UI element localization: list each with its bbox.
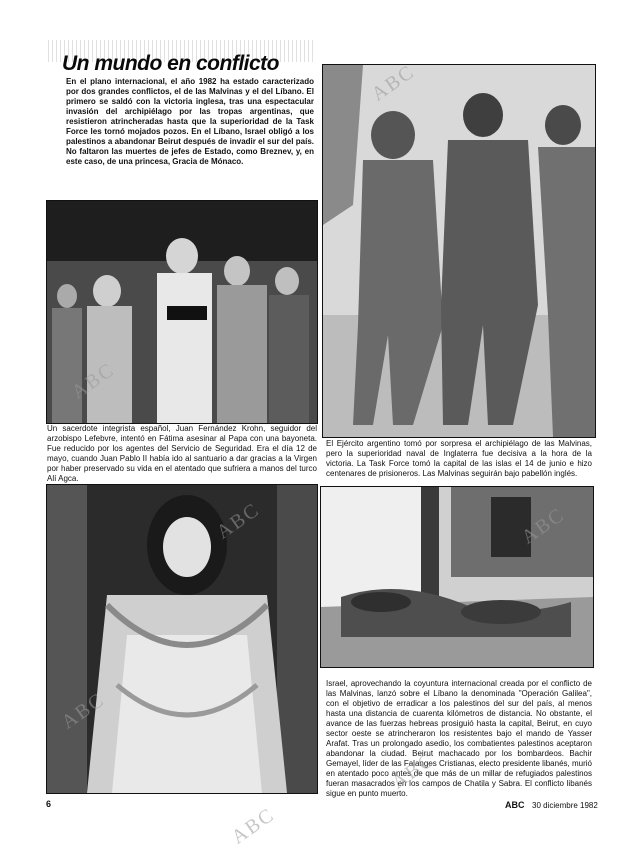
watermark: ABC bbox=[367, 60, 419, 106]
publication-date: 30 diciembre 1982 bbox=[532, 801, 598, 810]
intro-paragraph: En el plano internacional, el año 1982 ha estado caracterizado por dos grandes conflictos, el de las Malvinas y el del Líbano. El primero se saldó con la victoria inglesa, tras una espectacular invasión del archipiélago por las tropas argentinas, que resistieron atrincheradas hasta que la superioridad de la Task Force les tornó mojados pozos. En el Líbano, Israel obligó a los palestinos a abandonar Beirut después de invadir el sur del país. No faltaron las muertes de jefes de Estado, como Breznev, y, en este caso, de una princesa, Gracia de Mónaco. bbox=[66, 77, 314, 166]
watermark: ABC bbox=[212, 498, 264, 544]
photo-malvinas-soldiers bbox=[322, 64, 596, 438]
caption-lebanon: Israel, aprovechando la coyuntura internacional creada por el conflicto de las Malvinas, lanzó sobre el Líbano la denominada "Operación Galilea", con el objetivo de erradicar a los palestinos del sur del país, al menos hasta una distancia de cuarenta kilómetros de distancia. No obstante, el avance de las fuerzas hebreas prosiguió hasta la capital, Beirut, en cuyo sector oeste se atrincheraron los resistentes bajo el mando de Yasser Arafat. Tras un prolongado asedio, los combatientes palestinos aceptaron abandonar la ciudad. Beirut machacado por los bombardeos. Bachir Gemayel, líder de las Falanges Cristianas, electo presidente libanés, murió en atentado poco antes de que más de un millar de refugiados palestinos fueran masacrados en los campos de Chatila y Sabra. El conflicto libanés sigue en punto muerto. bbox=[326, 679, 592, 798]
page-number: 6 bbox=[46, 799, 52, 809]
caption-malvinas: El Ejército argentino tomó por sorpresa el archipiélago de las Malvinas, pero la superioridad naval de Inglaterra fue decisiva a la hora de la victoria. La Task Force tomó la capital de las islas el 14 de junio e hizo centenares de prisioneros. Las Malvinas seguirán bajo pabellón inglés. bbox=[326, 439, 592, 478]
watermark: ABC bbox=[387, 748, 439, 794]
watermark: ABC bbox=[57, 688, 109, 734]
watermark: ABC bbox=[517, 503, 569, 549]
watermark: ABC bbox=[227, 803, 279, 849]
watermark: ABC bbox=[67, 358, 119, 404]
caption-pope-attack: Un sacerdote integrista español, Juan Fernández Krohn, seguidor del arzobispo Lefebvre, intentó en Fátima asesinar al Papa con una bayoneta. Fue reducido por los agentes del Servicio de Seguridad. Era el día 12 de mayo, cuando Juan Pablo II había ido al santuario a dar gracias a la Virgen por haber preservado su vida en el atentado que sufriera a manos del turco Alí Agca. bbox=[47, 424, 317, 483]
photo-princess-grace bbox=[46, 484, 318, 794]
publication-name: ABC bbox=[505, 800, 525, 810]
page-headline: Un mundo en conflicto bbox=[62, 52, 279, 75]
